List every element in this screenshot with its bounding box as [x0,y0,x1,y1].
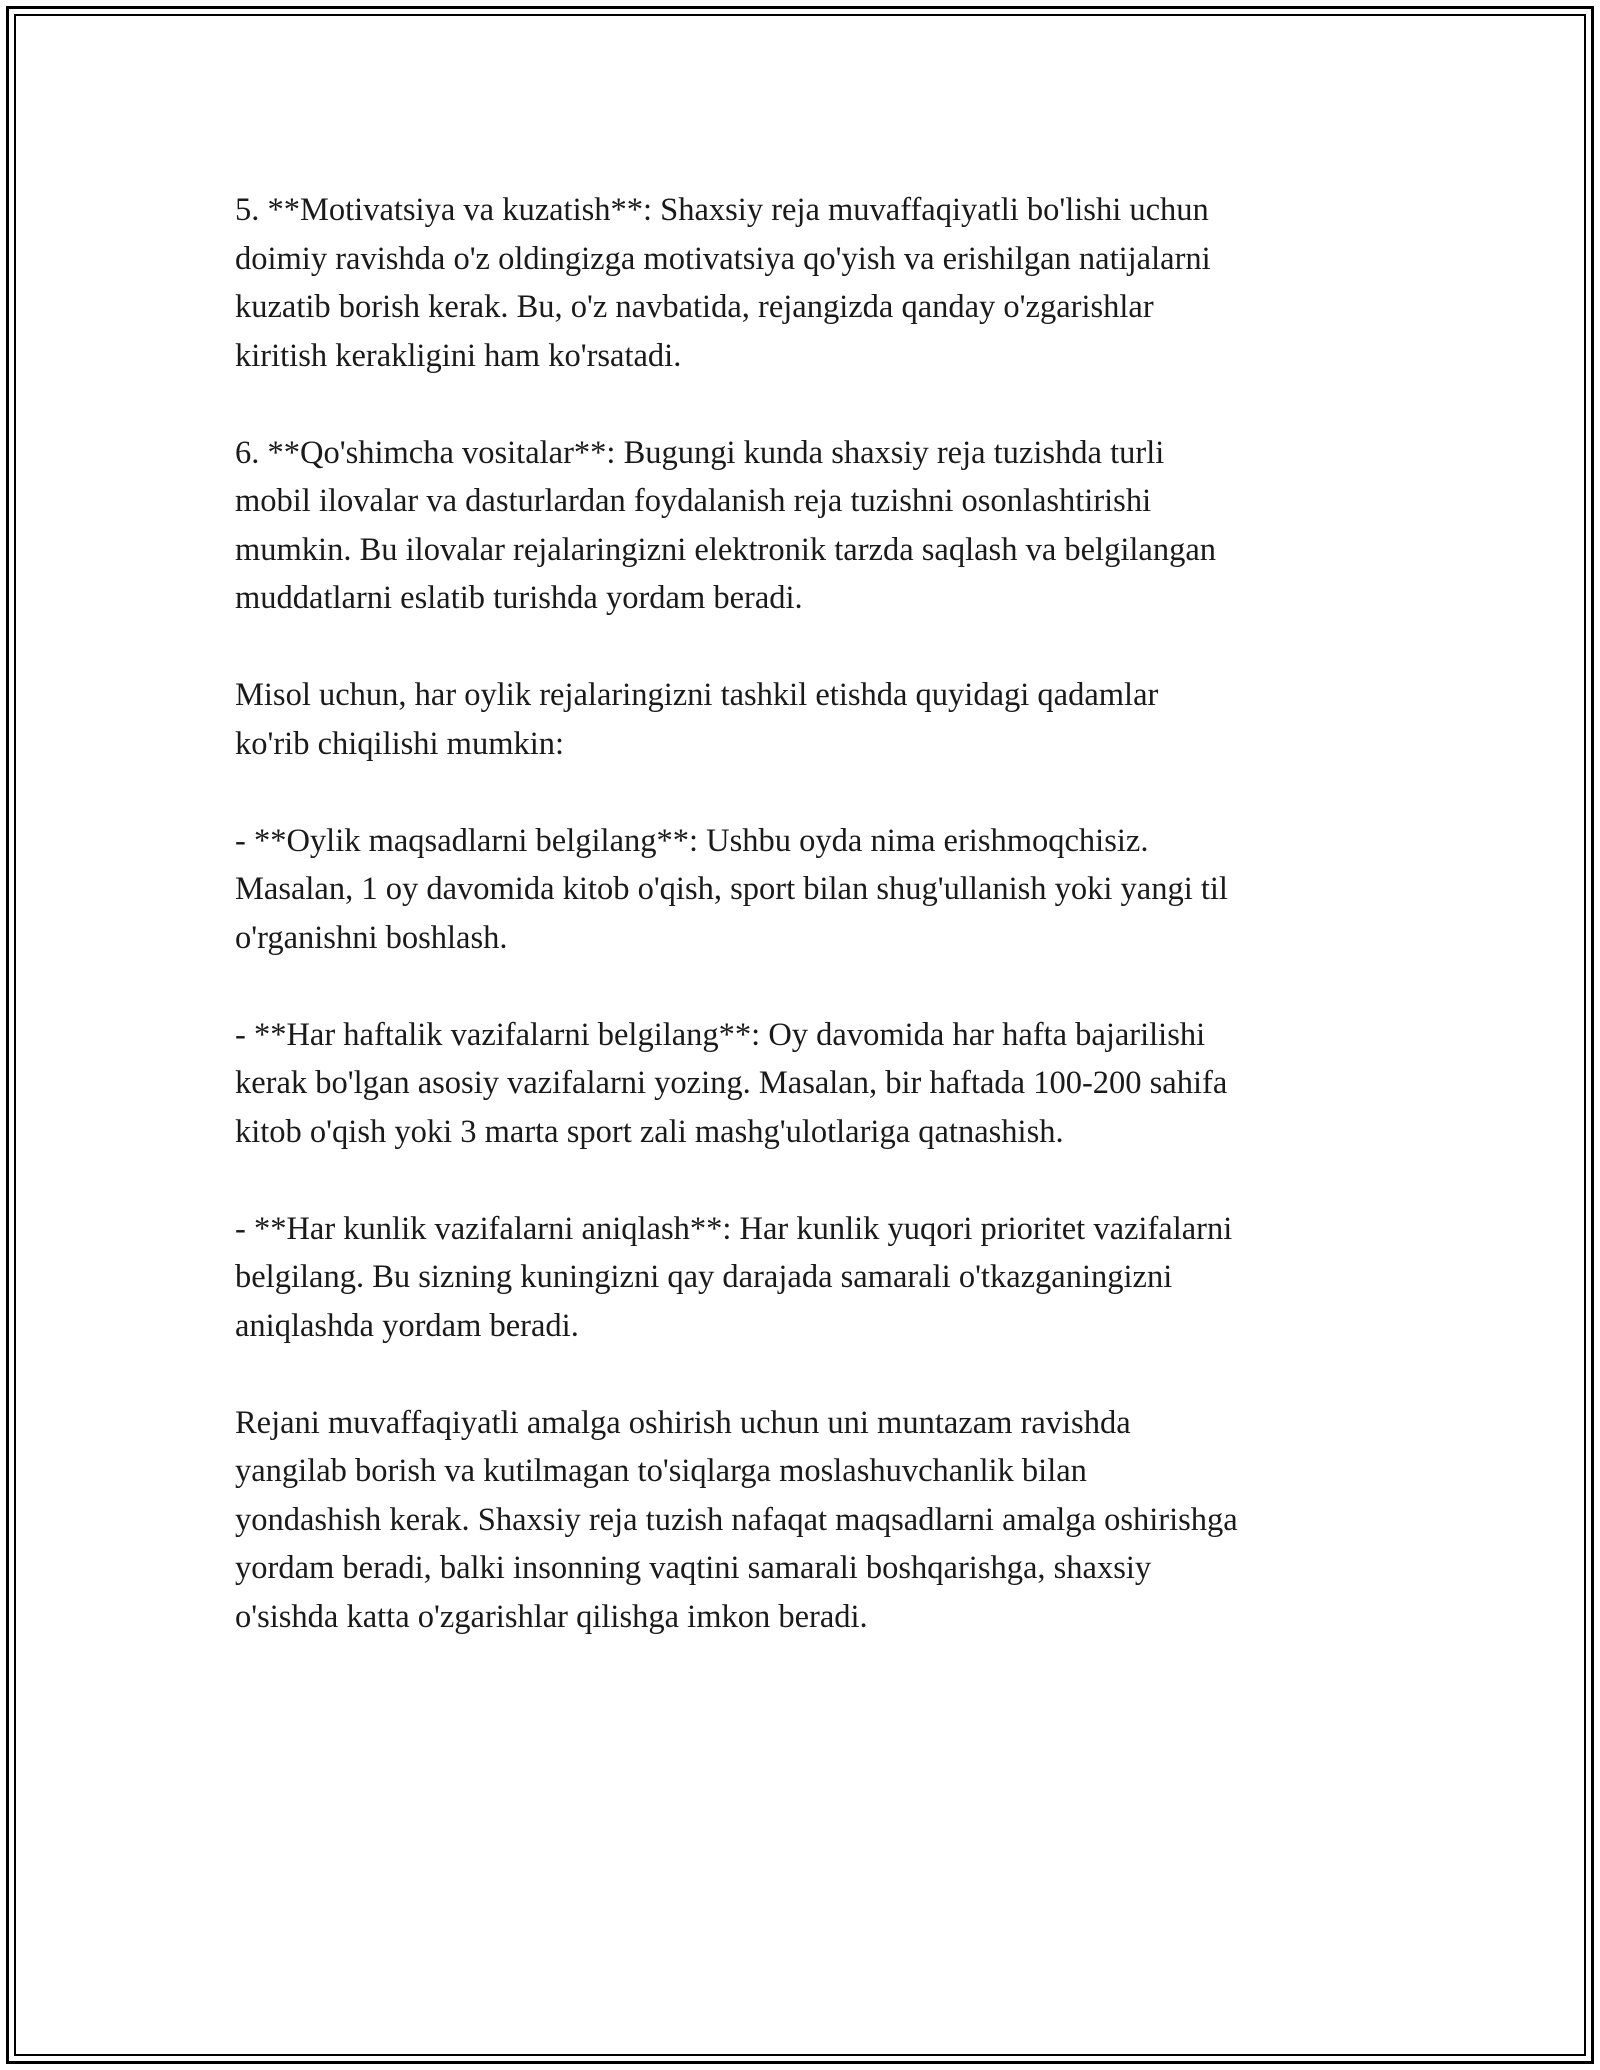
paragraph-motivation-tracking: 5. **Motivatsiya va kuzatish**: Shaxsiy reja muvaffaqiyatli bo'lishi uchun doimiy ravishda o'z oldingizga motivatsiya qo'yish va erishilgan natijalarni kuzatib borish kerak. Bu, o'z navbatida, rejangizda qanday o'zgarishlar kiritish kerakligini ham ko'rsatadi. [235,192,1211,374]
document-body [235,186,1375,1690]
paragraph-conclusion: Rejani muvaffaqiyatli amalga oshirish uchun uni muntazam ravishda yangilab borish va kutilmagan to'siqlarga moslashuvchanlik bilan yondashish kerak. Shaxsiy reja tuzish nafaqat maqsadlarni amalga oshirishga yordam beradi, balki insonning vaqtini samarali boshqarishga, shaxsiy o'sishda katta o'zgarishlar qilishga imkon beradi. [235,1404,1238,1635]
paragraph-additional-tools: 6. **Qo'shimcha vositalar**: Bugungi kunda shaxsiy reja tuzishda turli mobil ilovalar va dasturlardan foydalanish reja tuzishni osonlashtirishi mumkin. Bu ilovalar rejalaringizni elektronik tarzda saqlash va belgilangan muddatlarni eslatib turishda yordam beradi. [235,434,1216,616]
list-item-monthly-goals: - **Oylik maqsadlarni belgilang**: Ushbu oyda nima erishmoqchisiz. Masalan, 1 oy davomida kitob o'qish, sport bilan shug'ullanish yoki yangi til o'rganishni boshlash. [235,822,1228,956]
list-item-weekly-tasks: - **Har haftalik vazifalarni belgilang**: Oy davomida har hafta bajarilishi kerak bo'lgan asosiy vazifalarni yozing. Masalan, bir haftada 100-200 sahifa kitob o'qish yoki 3 marta sport zali mashg'ulotlariga qatnashish. [235,1016,1228,1150]
paragraph-monthly-example-intro: Misol uchun, har oylik rejalaringizni tashkil etishda quyidagi qadamlar ko'rib chiqilishi mumkin: [235,677,1159,762]
list-item-daily-tasks: - **Har kunlik vazifalarni aniqlash**: Har kunlik yuqori prioritet vazifalarni belgilang. Bu sizning kuningizni qay darajada samarali o'tkazganingizni aniqlashda yordam beradi. [235,1210,1233,1344]
